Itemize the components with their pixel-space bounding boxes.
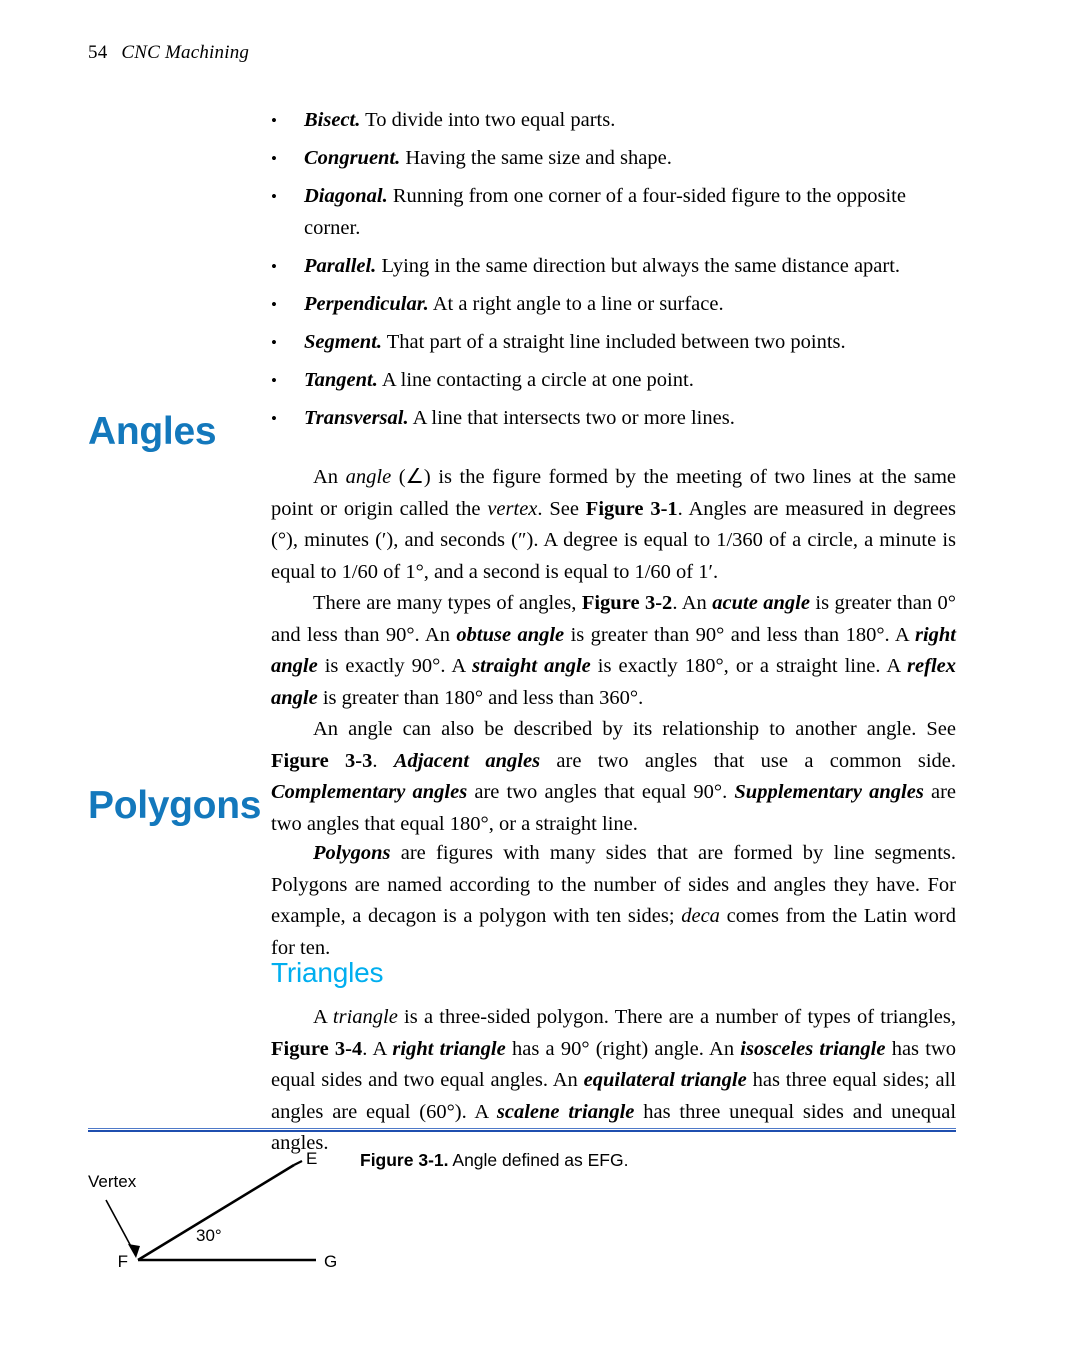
list-item — [271, 181, 956, 244]
text-run: A — [313, 1006, 333, 1028]
running-head — [88, 42, 249, 64]
bullet-icon: • — [271, 187, 277, 206]
list-item — [271, 105, 956, 137]
term-reflex-angle: reflex angle — [271, 655, 956, 709]
bullet-icon: • — [271, 294, 277, 314]
glossary-bullet-list — [271, 105, 956, 441]
paragraph-polygons — [271, 838, 956, 964]
glossary-term: Tangent. — [304, 368, 378, 391]
section-heading-polygons: Polygons — [88, 784, 262, 827]
label-point-f: F — [117, 1252, 128, 1271]
bullet-icon: • — [271, 256, 277, 276]
vertex-leader-line — [106, 1200, 134, 1252]
list-item — [271, 289, 956, 321]
text-run: are figures with many sides that are formed by line segments. Polygons are named according to the number of sides and angles they have. For example, a decagon is a polygon with ten sides; — [271, 842, 956, 927]
text-run: An — [313, 466, 346, 488]
term-supplementary-angles: Supplementary angles — [734, 781, 924, 803]
bullet-icon: • — [271, 370, 277, 390]
text-run: has three equal sides; all angles are equal (60°). A — [271, 1069, 956, 1123]
triangles-body — [271, 1002, 956, 1160]
term-acute-angle: acute angle — [712, 592, 810, 614]
text-run: . A — [362, 1037, 393, 1060]
emphasis-triangle: triangle — [332, 1006, 398, 1028]
glossary-definition: Lying in the same direction but always the same distance apart. — [376, 254, 901, 277]
bullet-icon: • — [271, 149, 277, 168]
glossary-term: Parallel. — [304, 254, 377, 277]
term-adjacent-angles: Adjacent angles — [393, 749, 541, 772]
bullet-icon: • — [271, 332, 277, 352]
figure-separator-rule — [88, 1128, 956, 1132]
figure-reference: Figure 3-4 — [271, 1037, 363, 1060]
ray-fe-tick — [294, 1161, 302, 1165]
text-run: . — [372, 749, 394, 772]
section-heading-angles: Angles — [88, 410, 217, 453]
text-run: . See — [537, 497, 586, 520]
text-run: is greater than 90° and less than 180°. A — [564, 623, 915, 646]
glossary-term: Bisect. — [304, 109, 361, 131]
list-item — [271, 251, 956, 283]
glossary-definition: That part of a straight line included between two points. — [382, 330, 846, 353]
glossary-definition: To divide into two equal parts. — [360, 109, 616, 131]
vertex-arrowhead-icon — [128, 1244, 140, 1258]
text-run: are two angles that equal 90°. — [467, 781, 735, 803]
label-point-e: E — [306, 1149, 318, 1168]
angle-diagram — [88, 1140, 348, 1310]
text-run: are two angles that use a common side. — [540, 749, 957, 772]
term-scalene-triangle: scalene triangle — [496, 1100, 635, 1123]
glossary-definition: At a right angle to a line or surface. — [428, 292, 724, 315]
text-run: is a three-sided polygon. There are a number of types of triangles, — [397, 1006, 956, 1028]
term-right-angle: right angle — [271, 623, 957, 677]
list-item — [271, 327, 956, 359]
text-run: has three unequal sides and unequal angles. — [271, 1100, 957, 1154]
glossary-definition: A line contacting a circle at one point. — [377, 368, 694, 391]
term-straight-angle: straight angle — [472, 655, 591, 677]
polygons-body — [271, 838, 956, 964]
book-title: CNC Machining — [121, 42, 250, 63]
figure-caption-text: Angle defined as EFG. — [448, 1150, 629, 1170]
label-angle-value: 30° — [196, 1226, 222, 1245]
text-run: (∠) is the figure formed by the meeting of two lines at the same point or origin called the — [271, 466, 956, 520]
text-run: There are many types of angles, — [313, 592, 582, 614]
glossary-definition: Running from one corner of a four-sided figure to the opposite corner. — [304, 185, 906, 239]
figure-reference: Figure 3-2 — [581, 592, 673, 614]
term-complementary-angles: Complementary angles — [271, 781, 468, 803]
emphasis-angle: angle — [345, 466, 392, 488]
rule-line-top — [88, 1128, 956, 1129]
text-run: comes from the Latin word for ten. — [271, 905, 956, 959]
text-run: has a 90° (right) angle. An — [505, 1037, 741, 1060]
text-run: has two equal sides and two equal angles. An — [271, 1037, 957, 1091]
text-run: . Angles are measured in degrees (°), minutes (′), and seconds (″). A degree is equal to 1/360 of a circle, a minute is equal to 1/60 of 1°, and a second is equal to 1/60 of 1′. — [271, 497, 956, 583]
text-run: is greater than 0° and less than 90°. An — [271, 592, 956, 646]
angles-body — [271, 462, 956, 840]
glossary-definition: Having the same size and shape. — [400, 147, 672, 169]
bullet-icon: • — [271, 408, 277, 428]
glossary-term: Transversal. — [304, 406, 409, 429]
term-equilateral-triangle: equilateral triangle — [583, 1069, 747, 1091]
paragraph-triangles — [271, 1002, 956, 1160]
text-run: is greater than 180° and less than 360°. — [317, 686, 644, 709]
label-vertex: Vertex — [88, 1172, 137, 1191]
page-number: 54 — [88, 42, 108, 63]
list-item — [271, 143, 956, 175]
text-run: An angle can also be described by its relationship to another angle. See — [313, 718, 956, 740]
paragraph-angle-definition — [271, 462, 956, 588]
rule-line-bottom — [88, 1130, 956, 1132]
figure-caption-label: Figure 3-1. — [360, 1150, 449, 1170]
bullet-icon: • — [271, 111, 277, 130]
glossary-term: Congruent. — [304, 147, 401, 169]
subsection-heading-triangles: Triangles — [271, 957, 384, 988]
figure-reference: Figure 3-1 — [585, 497, 678, 520]
term-obtuse-angle: obtuse angle — [456, 623, 565, 646]
list-item — [271, 403, 956, 435]
emphasis-deca: deca — [681, 905, 720, 927]
text-run: are two angles that equal 180°, or a straight line. — [271, 781, 956, 835]
ray-fe — [138, 1165, 294, 1260]
figure-reference: Figure 3-3 — [271, 749, 373, 772]
text-run: . An — [672, 592, 713, 614]
term-right-triangle: right triangle — [392, 1037, 506, 1060]
figure-caption — [360, 1149, 628, 1171]
term-isosceles-triangle: isosceles triangle — [740, 1037, 886, 1060]
term-polygons: Polygons — [313, 842, 391, 864]
glossary-term: Segment. — [304, 330, 383, 353]
glossary-term: Diagonal. — [304, 185, 388, 207]
label-point-g: G — [324, 1252, 338, 1271]
figure-3-1 — [88, 1140, 956, 1320]
glossary-term: Perpendicular. — [304, 292, 429, 315]
text-run: is exactly 90°. A — [317, 655, 473, 677]
emphasis-vertex: vertex — [487, 497, 538, 520]
paragraph-angle-relationships — [271, 714, 956, 840]
glossary-definition: A line that intersects two or more lines. — [408, 406, 735, 429]
paragraph-angle-types — [271, 588, 956, 714]
text-run: is exactly 180°, or a straight line. A — [590, 655, 908, 677]
list-item — [271, 365, 956, 397]
